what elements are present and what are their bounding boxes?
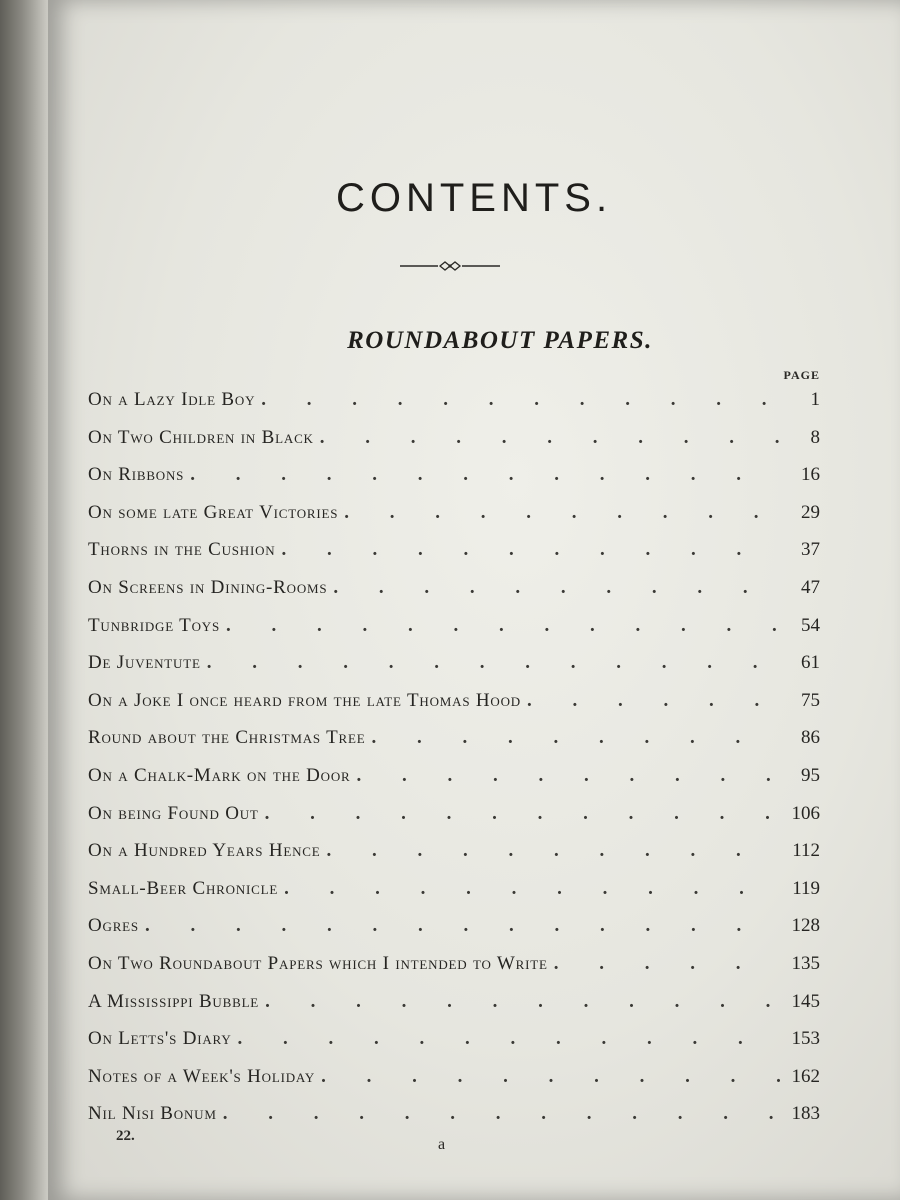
toc-entry-page: 8 xyxy=(810,426,820,448)
dot-leader xyxy=(372,727,781,749)
toc-entry-title: Tunbridge Toys xyxy=(88,614,220,636)
sheet-letter-mark: a xyxy=(438,1136,446,1153)
dot-leader xyxy=(333,577,780,599)
toc-entry xyxy=(88,803,820,841)
toc-entry-title: On being Found Out xyxy=(88,802,259,824)
toc-entry-title: Round about the Christmas Tree xyxy=(88,727,366,749)
dot-leader xyxy=(226,615,780,637)
toc-entry-page: 119 xyxy=(792,877,820,899)
signature-mark: 22. xyxy=(116,1128,135,1144)
toc-entry-title: On a Lazy Idle Boy xyxy=(88,389,256,410)
toc-entry-page: 106 xyxy=(791,802,820,824)
toc-entry-page: 95 xyxy=(801,764,820,786)
toc-entry-page: 162 xyxy=(791,1065,820,1087)
toc-entry-page: 183 xyxy=(791,1103,820,1125)
toc-entry-title: Thorns in the Cushion xyxy=(88,539,276,561)
toc-entry xyxy=(88,427,820,465)
page-column-label: PAGE xyxy=(783,368,820,382)
toc-entry-page: 29 xyxy=(801,501,820,523)
toc-entry-title: Small-Beer Chronicle xyxy=(88,877,279,899)
contents-heading: CONTENTS. xyxy=(335,176,613,220)
dot-leader xyxy=(327,840,781,862)
toc-entry-page: 54 xyxy=(801,614,820,636)
toc-entry-title: Ogres xyxy=(88,915,139,937)
toc-entry-page: 16 xyxy=(801,464,820,486)
toc-entry-title: Nil Nisi Bonum xyxy=(88,1103,217,1125)
toc-entry-title: On Two Roundabout Papers which I intended to Write xyxy=(88,952,548,974)
dot-leader xyxy=(238,1028,780,1050)
dot-leader xyxy=(261,389,780,411)
toc-entry-page: 37 xyxy=(801,539,820,561)
toc-entry xyxy=(88,502,820,540)
toc-entry-page: 135 xyxy=(791,952,820,974)
toc-entry xyxy=(88,615,820,653)
dot-leader xyxy=(265,803,780,825)
book-page xyxy=(48,0,900,1200)
toc-entry-page: 75 xyxy=(801,689,820,711)
toc-entry xyxy=(88,577,820,615)
toc-entry-title: On a Hundred Years Hence xyxy=(88,840,321,862)
toc-entry-title: On a Joke I once heard from the late Thomas Hood xyxy=(88,689,521,711)
toc-entry xyxy=(88,878,820,916)
toc-entry-title: On Screens in Dining-Rooms xyxy=(88,576,328,598)
toc-entry-title: On Two Children in Black xyxy=(88,426,314,448)
dot-leader xyxy=(207,652,780,674)
dot-leader xyxy=(265,991,780,1013)
dot-leader xyxy=(554,953,780,975)
toc-entry-title: De Juventute xyxy=(88,652,201,674)
toc-entry xyxy=(88,1066,820,1104)
dot-leader xyxy=(282,539,781,561)
toc-entry-page: 86 xyxy=(801,727,820,749)
dot-leader xyxy=(320,427,780,449)
table-of-contents xyxy=(88,389,820,1141)
section-title: ROUNDABOUT PAPERS. xyxy=(347,327,653,354)
dot-leader xyxy=(223,1103,780,1125)
toc-entry-page: 61 xyxy=(801,652,820,674)
dot-leader xyxy=(145,915,780,937)
dot-leader xyxy=(344,502,780,524)
toc-entry xyxy=(88,765,820,803)
ornament-divider-icon xyxy=(400,258,500,274)
dot-leader xyxy=(527,690,780,712)
dot-leader xyxy=(284,878,780,900)
toc-entry xyxy=(88,727,820,765)
toc-entry xyxy=(88,652,820,690)
toc-entry xyxy=(88,389,820,427)
toc-entry xyxy=(88,953,820,991)
toc-entry xyxy=(88,1103,820,1141)
toc-entry xyxy=(88,840,820,878)
toc-entry-title: On Ribbons xyxy=(88,464,185,486)
toc-entry-page: 112 xyxy=(792,840,820,862)
toc-entry xyxy=(88,1028,820,1066)
toc-entry-page: 1 xyxy=(810,389,820,410)
toc-entry xyxy=(88,991,820,1029)
toc-entry xyxy=(88,464,820,502)
toc-entry xyxy=(88,690,820,728)
toc-entry xyxy=(88,915,820,953)
toc-entry-title: On some late Great Victories xyxy=(88,501,339,523)
toc-entry-title: Notes of a Week's Holiday xyxy=(88,1065,316,1087)
toc-entry xyxy=(88,539,820,577)
dot-leader xyxy=(190,464,780,486)
dot-leader xyxy=(357,765,780,787)
toc-entry-page: 153 xyxy=(791,1028,820,1050)
toc-entry-title: On a Chalk-Mark on the Door xyxy=(88,764,351,786)
toc-entry-page: 47 xyxy=(801,576,820,598)
toc-entry-page: 145 xyxy=(791,990,820,1012)
toc-entry-title: A Mississippi Bubble xyxy=(88,990,260,1012)
toc-entry-title: On Letts's Diary xyxy=(88,1028,232,1050)
dot-leader xyxy=(321,1066,780,1088)
toc-entry-page: 128 xyxy=(791,915,820,937)
